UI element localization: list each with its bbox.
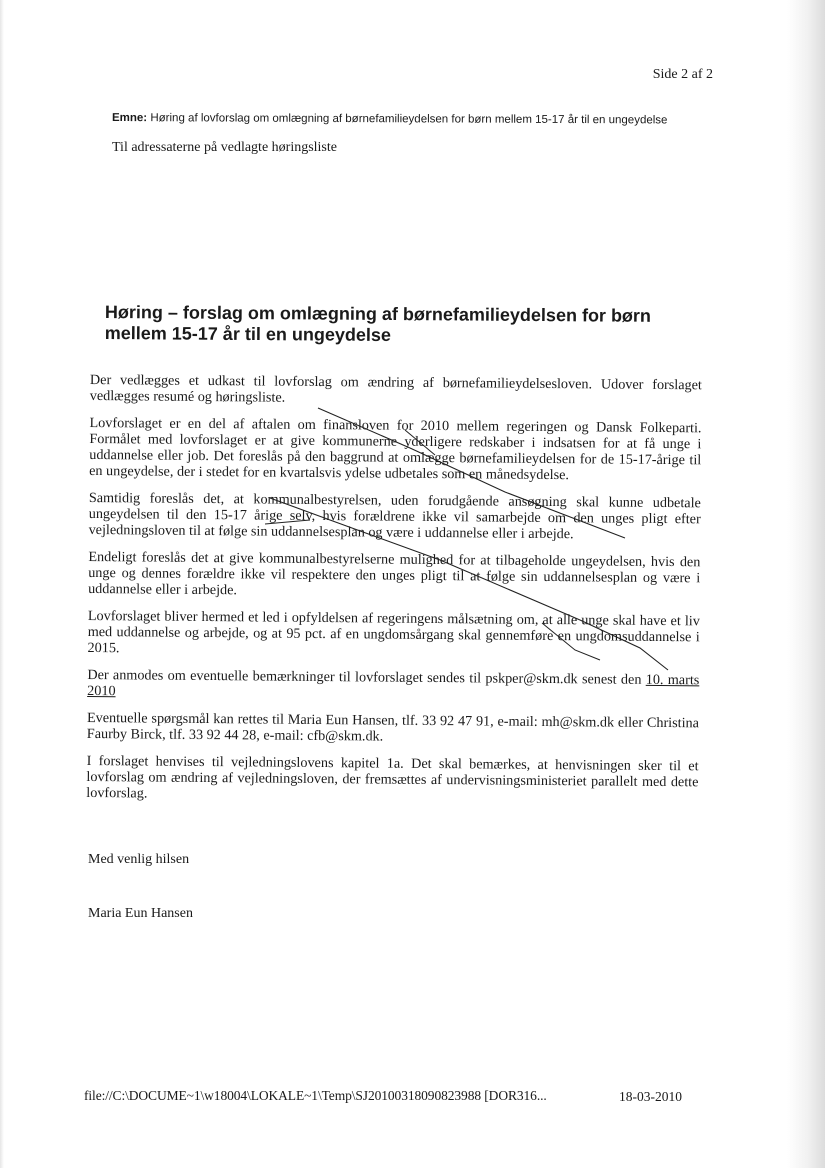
page-number: Side 2 af 2	[652, 67, 713, 82]
paragraph-purpose: Lovforslaget er en del af aftalen om finansloven for 2010 mellem regeringen og Dansk Folkeparti. Formålet med lovforslaget er at give kommunerne yderligere redskaber i indsatsen for at få unge i uddannelse eller job. Det foreslås på den baggrund at omlægge børnefamilieydelsen for de 15-17-årige til en ungeydelse, der i stedet for en kvartalsvis ydelse udbetales som en månedsydelse.	[89, 414, 702, 484]
paragraph-withhold: Endeligt foreslås det at give kommunalbestyrelserne mulighed for at tilbageholde ungeydelsen, hvis den unge og dennes forældre ikke vil respektere den unges pligt til at følge sin uddannelsesplan og være i uddannelse eller i arbejde.	[88, 548, 701, 599]
recipients-line: Til adressaterne på vedlagte høringsliste	[112, 140, 337, 155]
paragraph-contacts: Eventuelle spørgsmål kan rettes til Maria Eun Hansen, tlf. 33 92 47 91, e-mail: mh@skm.dk eller Christina Faurby Birck, tlf. 33 92 44 28, e-mail: cfb@skm.dk.	[86, 709, 700, 745]
deadline-date: 10. marts 2010	[87, 671, 700, 700]
paragraph-goal: Lovforslaget bliver hermed et led i opfyldelsen af regeringens målsætning om, at alle unge skal have et liv med uddannelse og arbejde, og at 95 pct. af en ungdomsårgang skal gennemføre en ungdomsuddannelse i 2015.	[87, 607, 700, 657]
footer-file-path: file://C:\DOCUME~1\w18004\LOKALE~1\Temp\SJ20100318090823988 [DOR316...	[84, 1088, 547, 1103]
paragraph-payment: Samtidig foreslås det, at kommunalbestyrelsen, uden forudgående ansøgning skal kunne udbetale ungeydelsen til den 15-17 årige selv, hvis forældrene ikke vil samarbejde om den unges pligt efter vejledningsloven til at følge sin uddannelsesplan og være i uddannelse eller i arbejde.	[88, 489, 701, 543]
pen-stroke	[265, 520, 310, 524]
closing-greeting: Med venlig hilsen	[88, 852, 190, 867]
deadline-text: Der anmodes om eventuelle bemærkninger til lovforslaget sendes til pskper@skm.dk senest den	[87, 666, 646, 688]
signature-name: Maria Eun Hansen	[88, 906, 193, 921]
pen-stroke	[270, 498, 668, 670]
paragraph-intro: Der vedlægges et udkast til lovforslag om ændring af børnefamilieydelsesloven. Udover forslaget vedlægges resumé og høringsliste.	[89, 372, 702, 406]
pen-stroke	[318, 408, 625, 538]
paragraph-reference: I forslaget henvises til vejledningslovens kapitel 1a. Det skal bemærkes, at henvisningen sker til et lovforslag om ændring af vejledningsloven, der fremsættes af undervisningsministeriet parallelt med dette lovforslag.	[86, 752, 699, 802]
pen-stroke	[405, 430, 435, 455]
document-heading: Høring – forslag om omlægning af børnefamilieydelsen for børn mellem 15-17 år til en ungeydelse	[104, 302, 652, 345]
subject-text: Høring af lovforslag om omlægning af børnefamilieydelsen for børn mellem 15-17 år til en ungeydelse	[150, 112, 668, 127]
pen-stroke	[542, 623, 600, 660]
footer-date: 18-03-2010	[619, 1089, 682, 1104]
subject-label: Emne:	[111, 112, 148, 125]
